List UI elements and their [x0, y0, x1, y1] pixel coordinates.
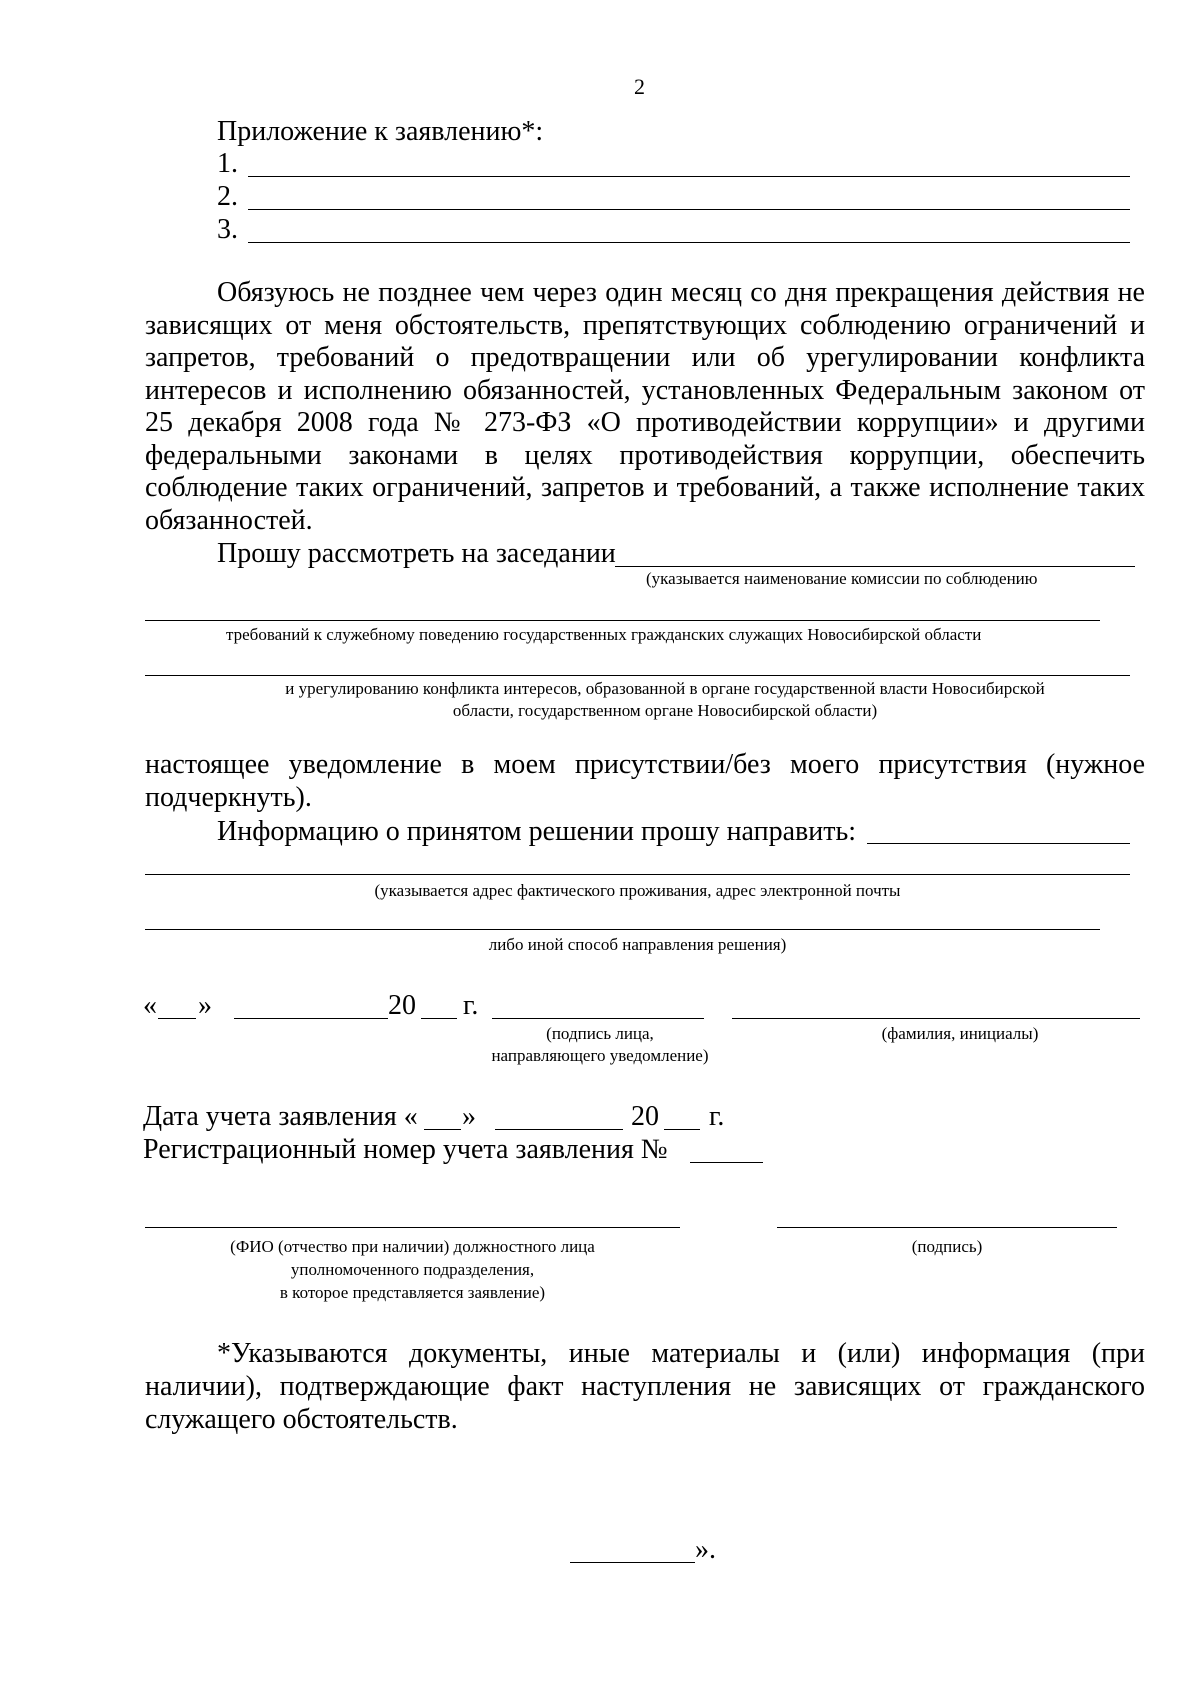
closing-line[interactable] — [570, 1562, 695, 1563]
registration-year-suffix: г. — [709, 1101, 725, 1132]
registration-year-prefix: 20 — [631, 1101, 659, 1132]
date-year-line[interactable] — [421, 1018, 457, 1019]
registration-date-label: Дата учета заявления « — [143, 1101, 418, 1132]
name-hint: (фамилия, инициалы) — [881, 1024, 1039, 1043]
name-line[interactable] — [732, 1018, 1140, 1019]
info-hint-1: (указывается адрес фактического проживания, адрес электронной почты — [374, 881, 901, 900]
info-line-2[interactable] — [145, 874, 1130, 875]
official-hint-3: в которое представляется заявление) — [279, 1283, 546, 1302]
date-quote-open: « — [143, 990, 157, 1021]
info-text: Информацию о принятом решении прошу направить: — [217, 816, 857, 847]
attachment-item-1: 1. — [217, 148, 238, 179]
commission-line-2[interactable] — [145, 620, 1100, 621]
commission-hint-1: (указывается наименование комиссии по соблюдению — [646, 569, 1038, 588]
attachments-heading: Приложение к заявлению*: — [217, 116, 544, 147]
commission-hint-2: требований к служебному поведению государственных гражданских служащих Новосибирской области — [226, 625, 982, 644]
request-text: Прошу рассмотреть на заседании — [217, 538, 616, 569]
signature-hint-1: (подпись лица, — [546, 1024, 654, 1043]
signature-hint-2: направляющего уведомление) — [491, 1046, 709, 1065]
commission-hint-3a: и урегулированию конфликта интересов, образованной в органе государственной власти Новосибирской — [285, 679, 1045, 698]
info-hint-2: либо иной способ направления решения) — [488, 935, 787, 954]
official-signature-hint: (подпись) — [911, 1237, 983, 1256]
date-quote-close: » — [198, 990, 212, 1021]
registration-day-line[interactable] — [424, 1129, 461, 1130]
info-line-3[interactable] — [145, 929, 1100, 930]
footnote-paragraph: *Указываются документы, иные материалы и (или) информация (при наличии), подтверждающие факт наступления не зависящих от гражданского служащего обстоятельств. — [145, 1338, 1145, 1435]
presence-paragraph: настоящее уведомление в моем присутствии/без моего присутствия (нужное подчеркнуть). — [145, 749, 1145, 813]
official-name-line[interactable] — [145, 1227, 680, 1228]
obligation-paragraph: Обязуюсь не позднее чем через один месяц со дня прекращения действия не зависящих от меня обстоятельств, препятствующих соблюдению ограничений и запретов, требований о предотвращении или об урегулировании конфликта интересов и исполнению обязанностей, установленных Федеральным законом от 25 декабря 2008 года № 273-ФЗ «О противодействии коррупции» и другими федеральными законами в целях противодействия коррупции, обеспечить соблюдение таких ограничений, запретов и требований, а также исполнение таких обязанностей. — [145, 277, 1145, 536]
registration-number-label: Регистрационный номер учета заявления № — [143, 1134, 668, 1165]
attachment-item-2: 2. — [217, 181, 238, 212]
attachment-line-2[interactable] — [248, 209, 1130, 210]
official-hint-2: уполномоченного подразделения, — [290, 1260, 535, 1279]
registration-year-line[interactable] — [664, 1129, 700, 1130]
signature-line[interactable] — [492, 1018, 704, 1019]
commission-line-1[interactable] — [615, 566, 1135, 567]
registration-number-line[interactable] — [690, 1162, 763, 1163]
registration-quote-close: » — [462, 1101, 476, 1132]
attachment-line-1[interactable] — [248, 176, 1130, 177]
commission-line-3[interactable] — [145, 675, 1130, 676]
closing-mark: ». — [695, 1534, 716, 1565]
page-number: 2 — [634, 74, 645, 99]
info-line-1[interactable] — [867, 843, 1130, 844]
registration-month-line[interactable] — [495, 1129, 623, 1130]
official-signature-line[interactable] — [777, 1227, 1117, 1228]
attachment-item-3: 3. — [217, 214, 238, 245]
official-hint-1: (ФИО (отчество при наличии) должностного лица — [230, 1237, 595, 1256]
date-year-suffix: г. — [463, 990, 479, 1021]
date-day-line[interactable] — [158, 1018, 196, 1019]
attachment-line-3[interactable] — [248, 242, 1130, 243]
commission-hint-3b: области, государственном органе Новосибирской области) — [452, 701, 878, 720]
date-month-line[interactable] — [234, 1018, 388, 1019]
date-year-prefix: 20 — [388, 990, 416, 1021]
